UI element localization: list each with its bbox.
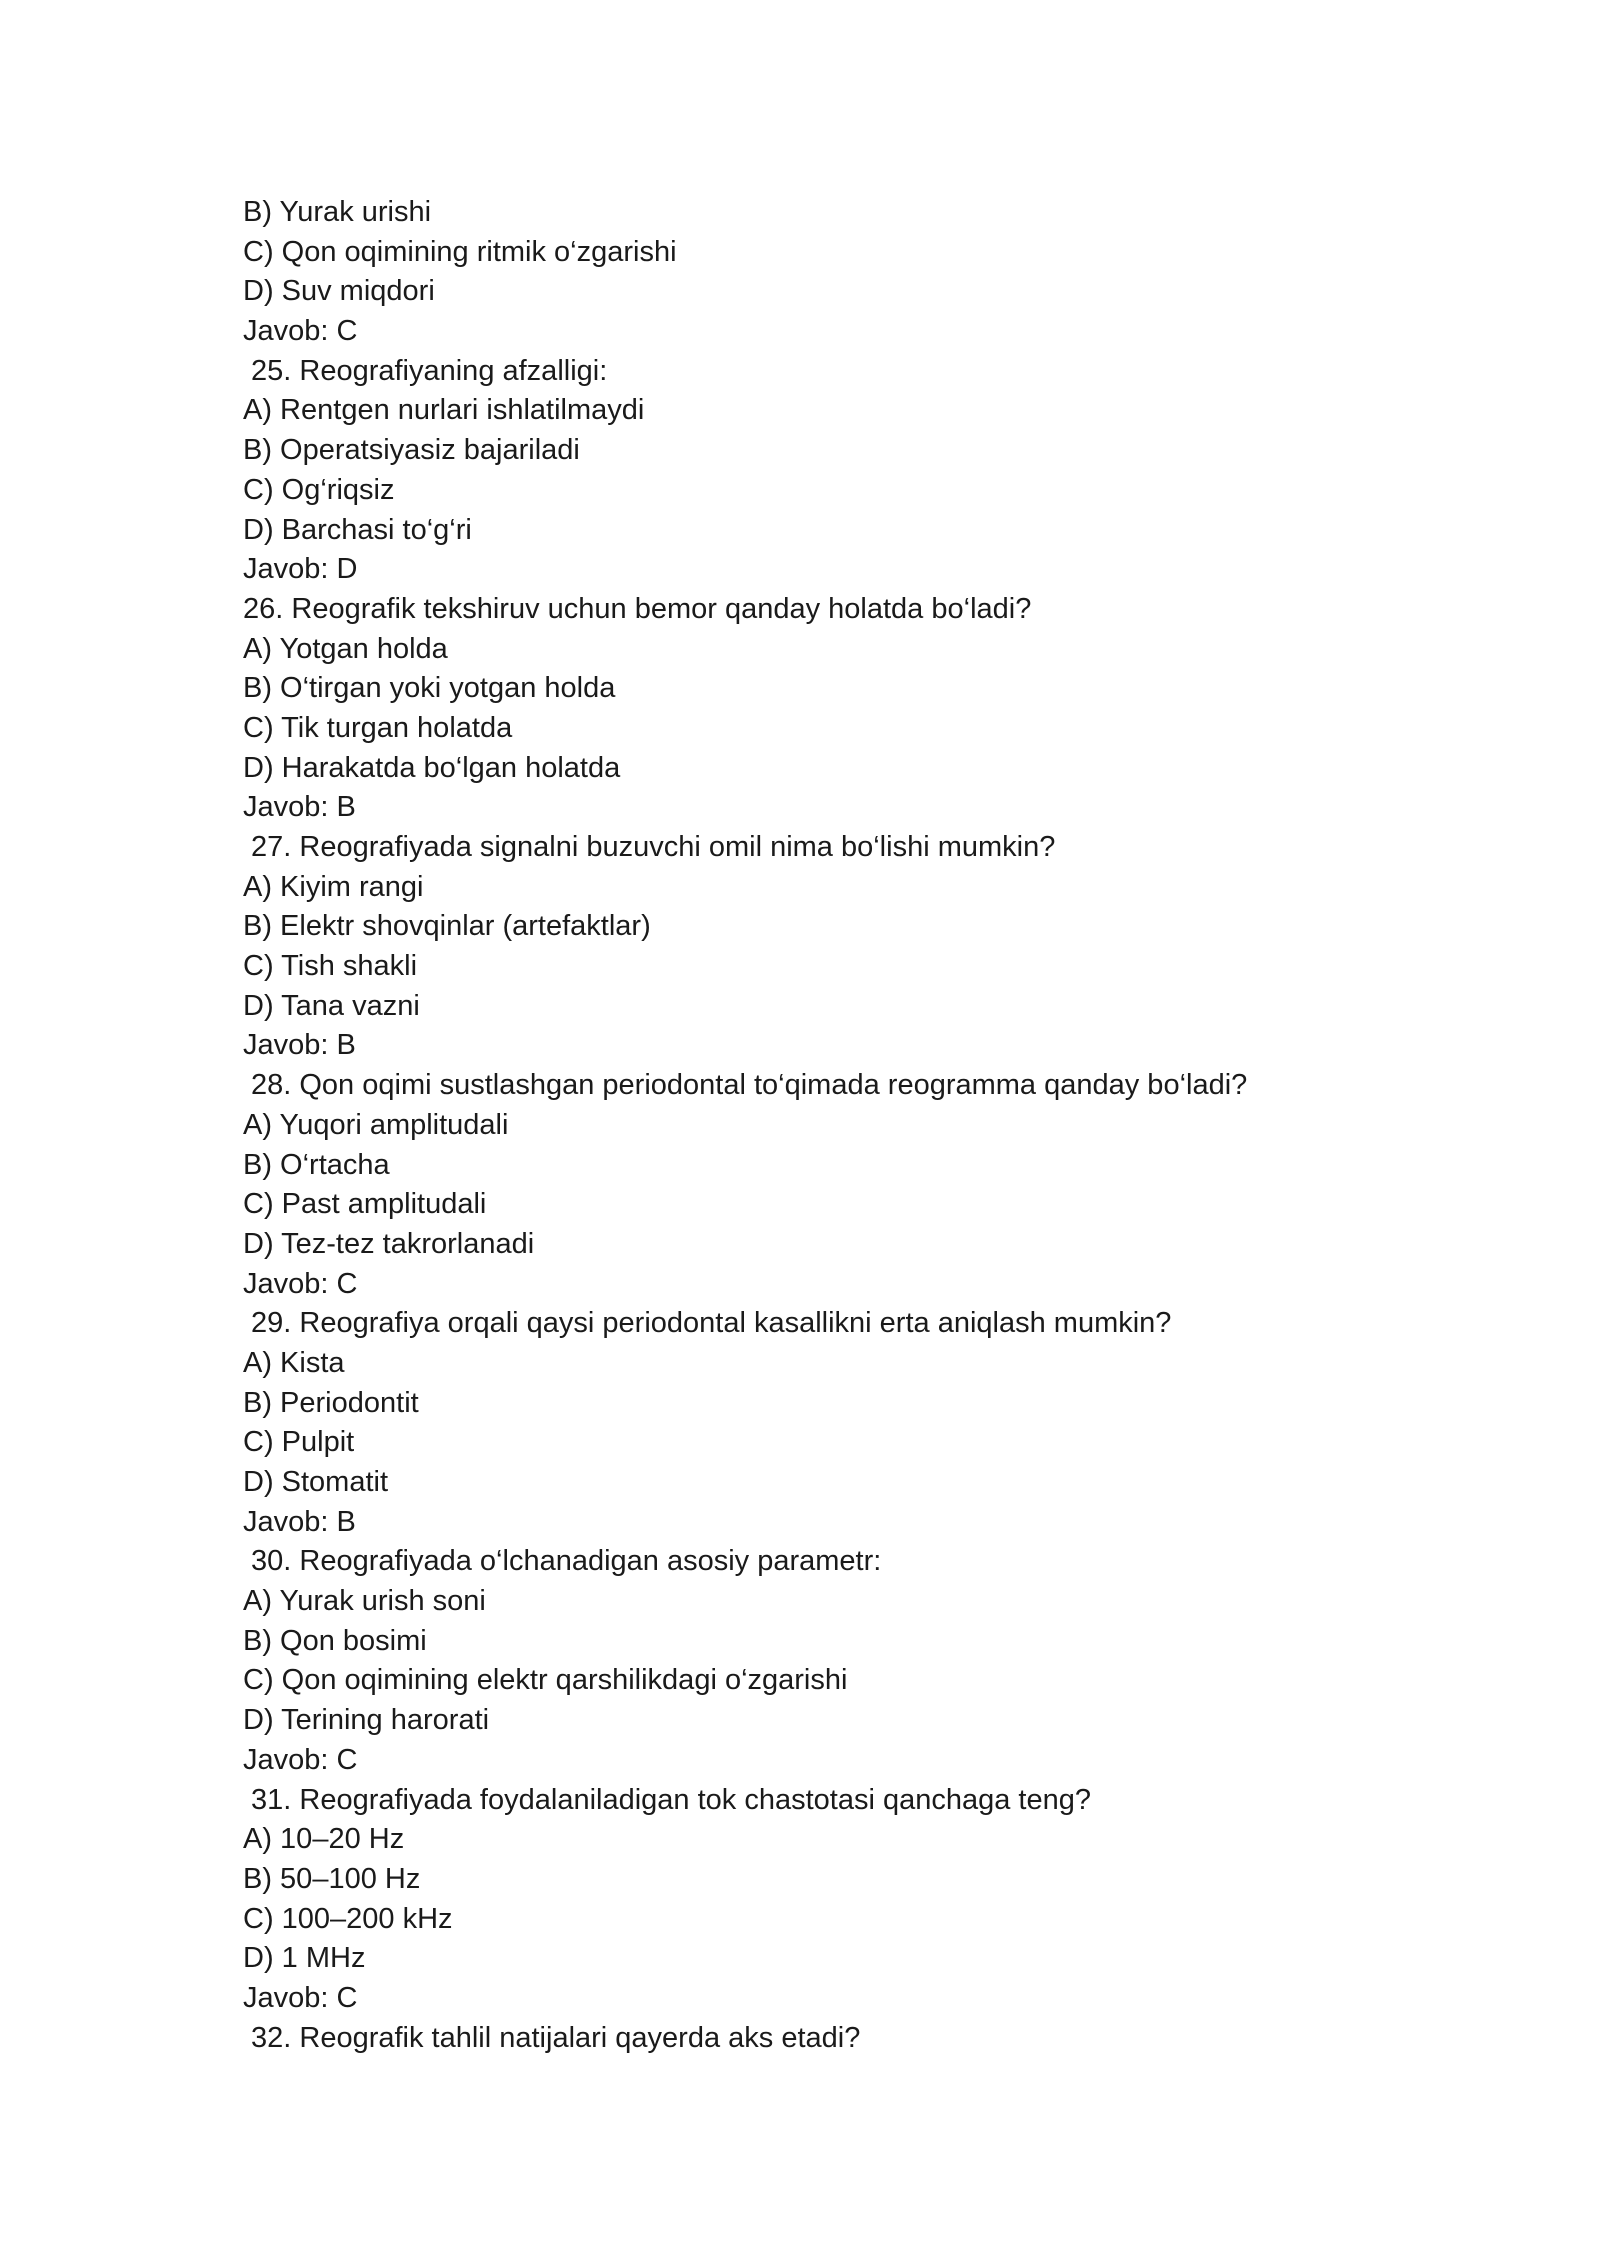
option-line: C) Pulpit (243, 1426, 355, 1459)
answer-line: Javob: D (243, 553, 358, 586)
question-line: 26. Reografik tekshiruv uchun bemor qanday holatda bo‘ladi? (243, 592, 1032, 625)
option-line: A) Kista (243, 1346, 345, 1379)
option-line: C) Og‘riqsiz (243, 473, 395, 506)
option-line: A) Kiyim rangi (243, 870, 424, 903)
option-line: C) Qon oqimining elektr qarshilikdagi o‘zgarishi (243, 1664, 848, 1697)
answer-line: Javob: C (243, 1743, 358, 1776)
option-line: D) Tez-tez takrorlanadi (243, 1227, 535, 1260)
option-line: B) Periodontit (243, 1386, 419, 1419)
question-line: 27. Reografiyada signalni buzuvchi omil nima bo‘lishi mumkin? (251, 831, 1056, 863)
answer-line: Javob: B (243, 1505, 356, 1538)
answer-line: Javob: C (243, 1981, 358, 2014)
option-line: B) 50–100 Hz (243, 1862, 421, 1895)
question-line: 32. Reografik tahlil natijalari qayerda aks etadi? (251, 2021, 861, 2054)
option-line: A) Yotgan holda (243, 632, 448, 665)
option-line: B) Qon bosimi (243, 1624, 427, 1657)
option-line: C) 100–200 kHz (243, 1902, 453, 1935)
option-line: B) O‘tirgan yoki yotgan holda (243, 672, 616, 705)
option-line: B) Yurak urishi (243, 196, 432, 228)
question-line: 29. Reografiya orqali qaysi periodontal kasallikni erta aniqlash mumkin? (251, 1307, 1172, 1340)
option-line: A) Rentgen nurlari ishlatilmaydi (243, 394, 645, 427)
option-line: D) Stomatit (243, 1466, 389, 1498)
option-line: B) Operatsiyasiz bajariladi (243, 434, 580, 467)
option-line: D) Tana vazni (243, 989, 420, 1022)
option-line: B) O‘rtacha (243, 1148, 390, 1181)
option-line: C) Tish shakli (243, 950, 418, 983)
option-line: C) Past amplitudali (243, 1188, 487, 1221)
question-line: 28. Qon oqimi sustlashgan periodontal to‘qimada reogramma qanday bo‘ladi? (251, 1069, 1248, 1102)
option-line: C) Tik turgan holatda (243, 711, 513, 744)
quiz-text-body (243, 193, 1443, 2058)
answer-line: Javob: B (243, 1029, 356, 1062)
option-line: D) Suv miqdori (243, 275, 435, 308)
option-line: C) Qon oqimining ritmik o‘zgarishi (243, 235, 677, 268)
option-line: B) Elektr shovqinlar (artefaktlar) (243, 910, 651, 943)
question-line: 31. Reografiyada foydalaniladigan tok chastotasi qanchaga teng? (251, 1783, 1091, 1816)
option-line: D) 1 MHz (243, 1942, 366, 1975)
option-line: D) Harakatda bo‘lgan holatda (243, 751, 621, 784)
option-line: D) Terining harorati (243, 1704, 490, 1737)
answer-line: Javob: C (243, 315, 358, 348)
answer-line: Javob: C (243, 1267, 358, 1300)
option-line: A) Yuqori amplitudali (243, 1108, 509, 1141)
option-line: A) 10–20 Hz (243, 1823, 405, 1856)
option-line: D) Barchasi to‘g‘ri (243, 513, 472, 546)
document-page (243, 193, 1443, 2058)
question-line: 25. Reografiyaning afzalligi: (251, 354, 608, 387)
answer-line: Javob: B (243, 791, 356, 824)
option-line: A) Yurak urish soni (243, 1585, 486, 1618)
question-line: 30. Reografiyada o‘lchanadigan asosiy parametr: (251, 1545, 882, 1578)
